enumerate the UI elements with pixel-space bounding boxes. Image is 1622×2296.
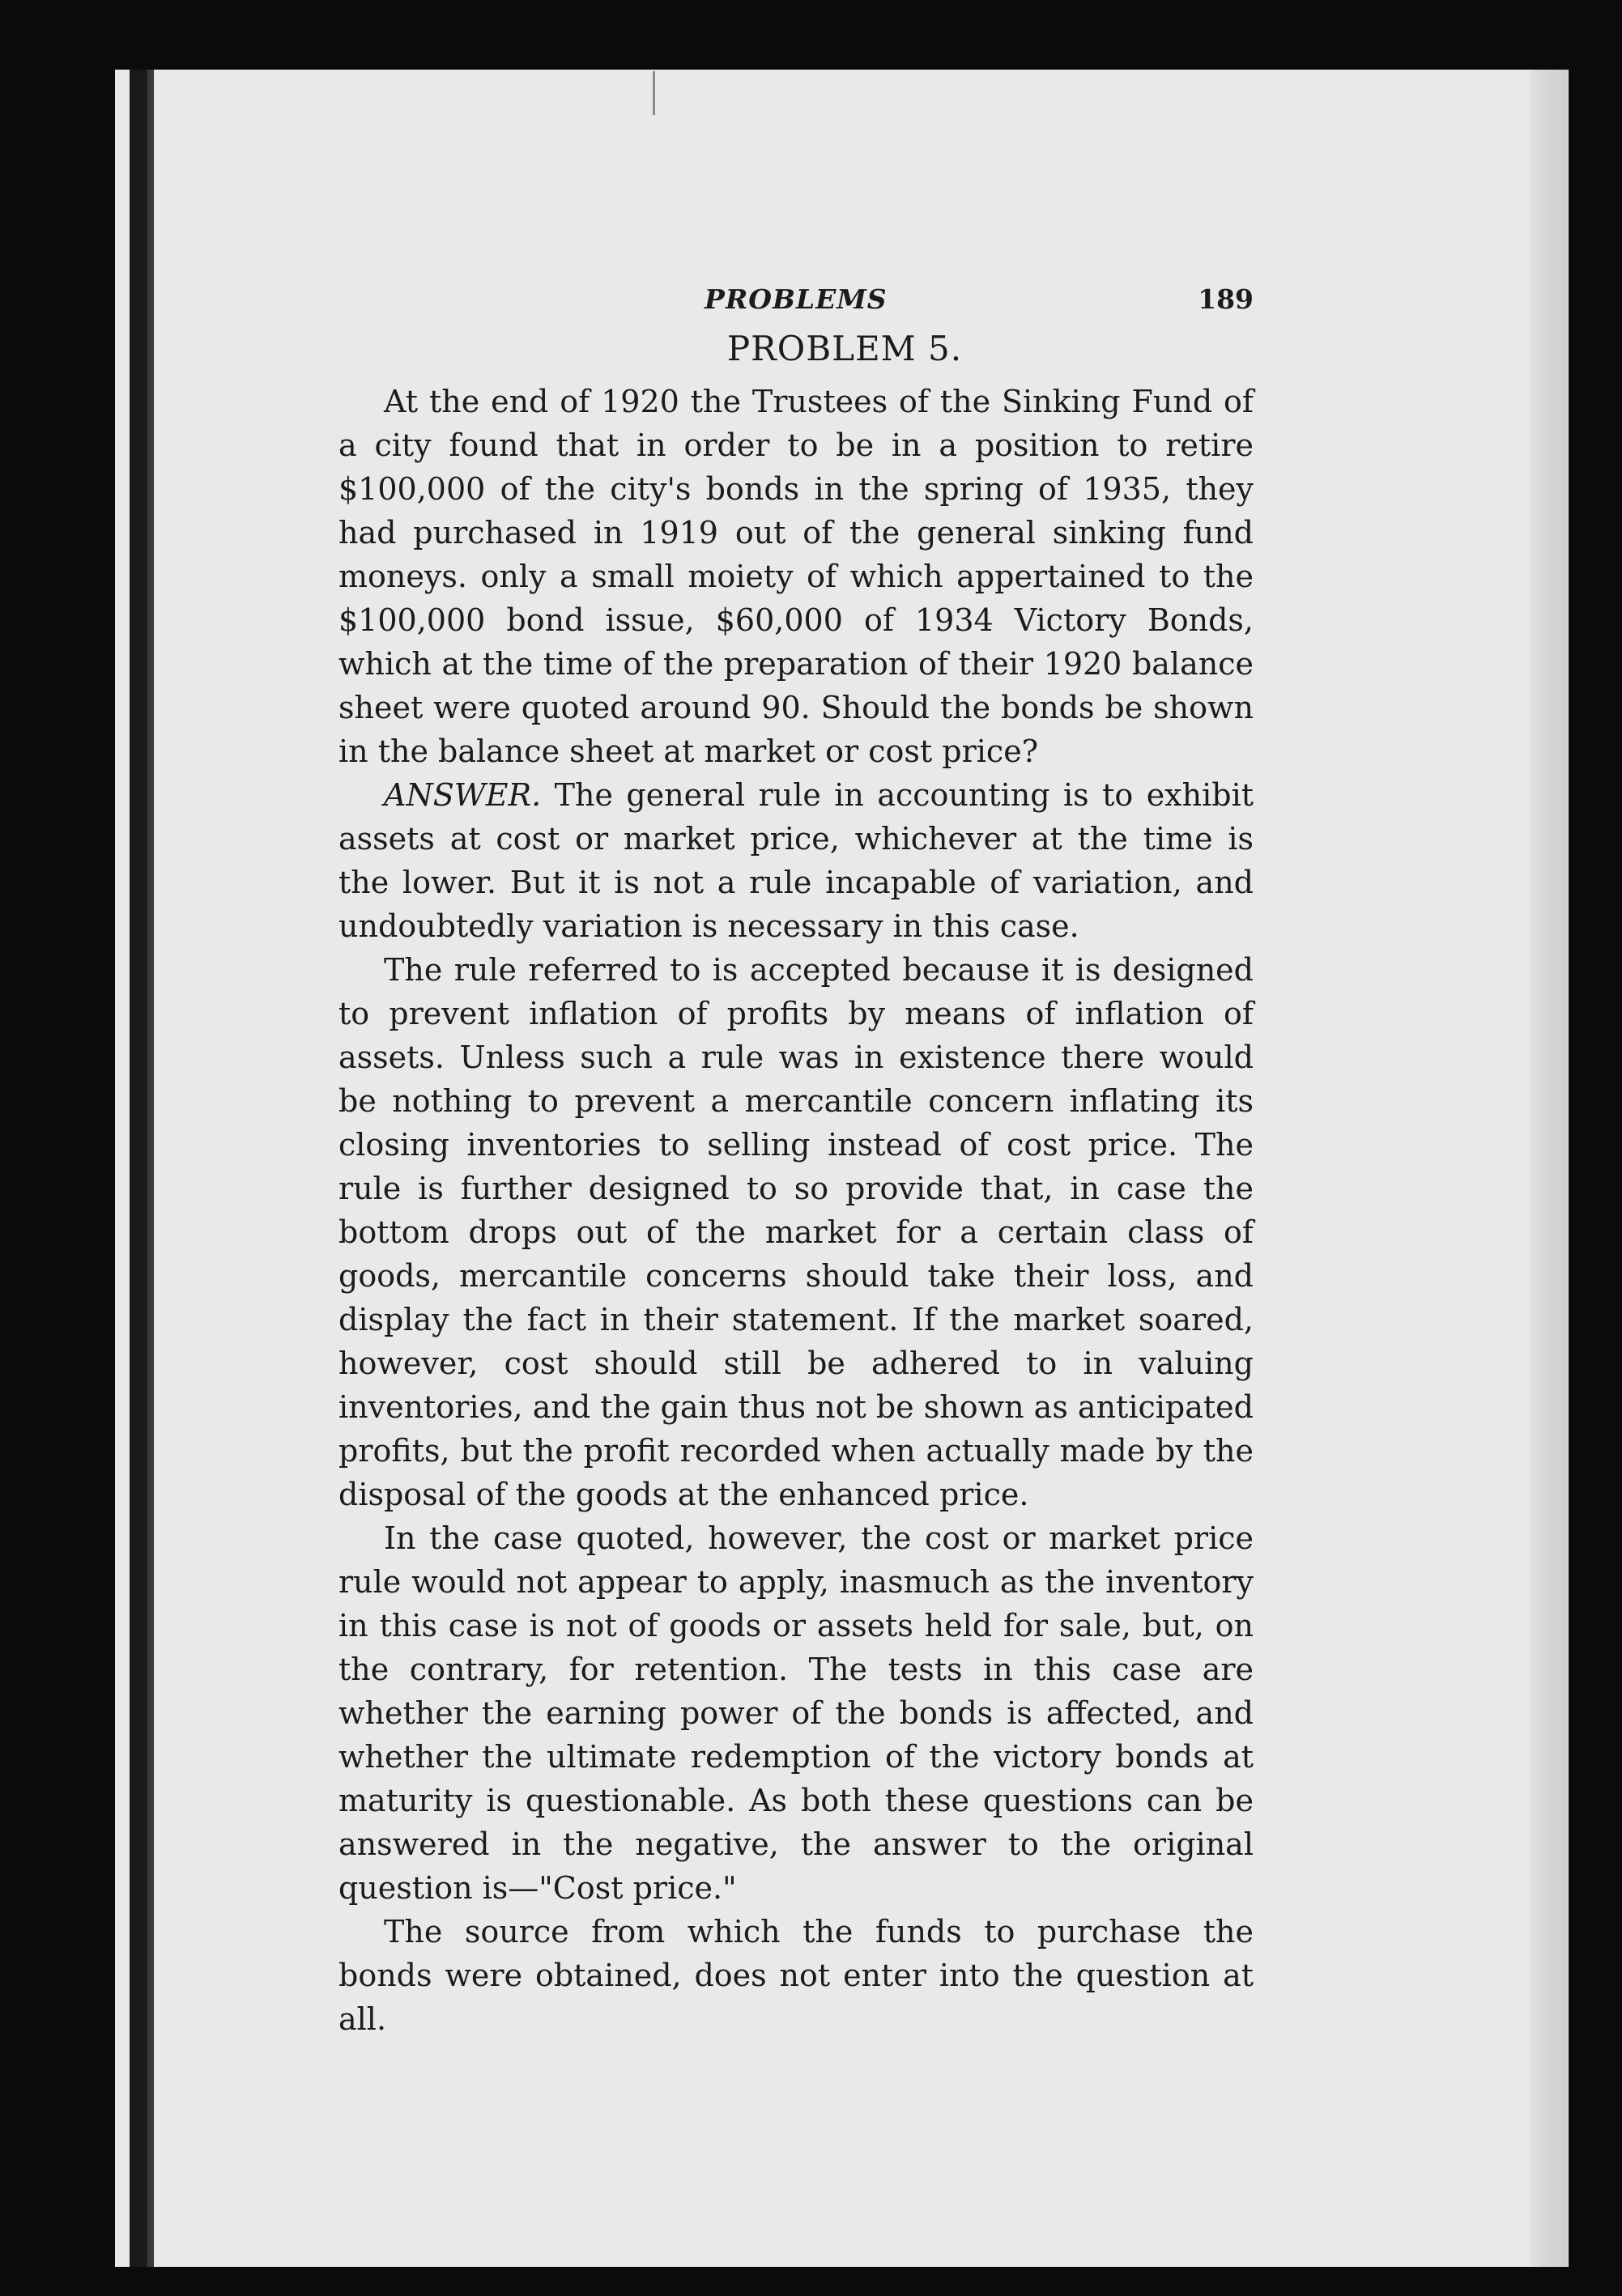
page-number: 189 bbox=[1198, 283, 1254, 315]
scan-bottom-border bbox=[115, 2267, 1569, 2296]
answer-text: The general rule in accounting is to exhibit assets at cost or market price, whichever at the time is the lower. But it is not a rule incapable of variation, and undoubtedly variation is necessary in this case. bbox=[338, 777, 1254, 944]
rule-paragraph: The rule referred to is accepted because it is designed to prevent inflation of profits by means of inflation of assets. Unless such a rule was in existence there would be nothing to prevent a mercantile concern inflating its closing inventories to selling instead of cost price. The rule is further designed to so provide that, in case the bottom drops out of the market for a certain class of goods, mercantile concerns should take their loss, and display the fact in their statement. If the market soared, however, cost should still be adhered to in valuing inventories, and the gain thus not be shown as anticipated profits, but the profit recorded when actually made by the disposal of the goods at the enhanced price. bbox=[338, 952, 1254, 1512]
running-head bbox=[338, 275, 1254, 324]
running-title: PROBLEMS bbox=[705, 283, 888, 315]
source-paragraph: The source from which the funds to purchase the bonds were obtained, does not enter into the question at all. bbox=[338, 1914, 1254, 2037]
page-text-block bbox=[338, 275, 1254, 2041]
case-paragraph: In the case quoted, however, the cost or market price rule would not appear to apply, inasmuch as the inventory in this case is not of goods or assets held for sale, but, on the contrary, for retention. The tests in this case are whether the earning power of the bonds is affected, and whether the ultimate redemption of the victory bonds at maturity is questionable. As both these questions can be answered in the negative, the answer to the original question is—"Cost price." bbox=[338, 1520, 1254, 1906]
problem-title: PROBLEM 5. bbox=[726, 329, 963, 368]
page-binding-edge bbox=[147, 70, 154, 2285]
page-right-edge bbox=[1529, 70, 1568, 2285]
scan-mark bbox=[653, 71, 655, 115]
answer-label: ANSWER. bbox=[384, 777, 542, 813]
page-binding-shadow bbox=[130, 70, 147, 2285]
question-paragraph: At the end of 1920 the Trustees of the Sinking Fund of a city found that in order to be in a position to retire $100,000 of the city's bonds in the spring of 1935, they had purchased in 1919 out of the general sinking fund moneys. only a small moiety of which appertained to the $100,000 bond issue, $60,000 of 1934 Victory Bonds, which at the time of the preparation of their 1920 balance sheet were quoted around 90. Should the bonds be shown in the balance sheet at market or cost price? bbox=[338, 384, 1254, 769]
answer-paragraph bbox=[338, 773, 1254, 948]
